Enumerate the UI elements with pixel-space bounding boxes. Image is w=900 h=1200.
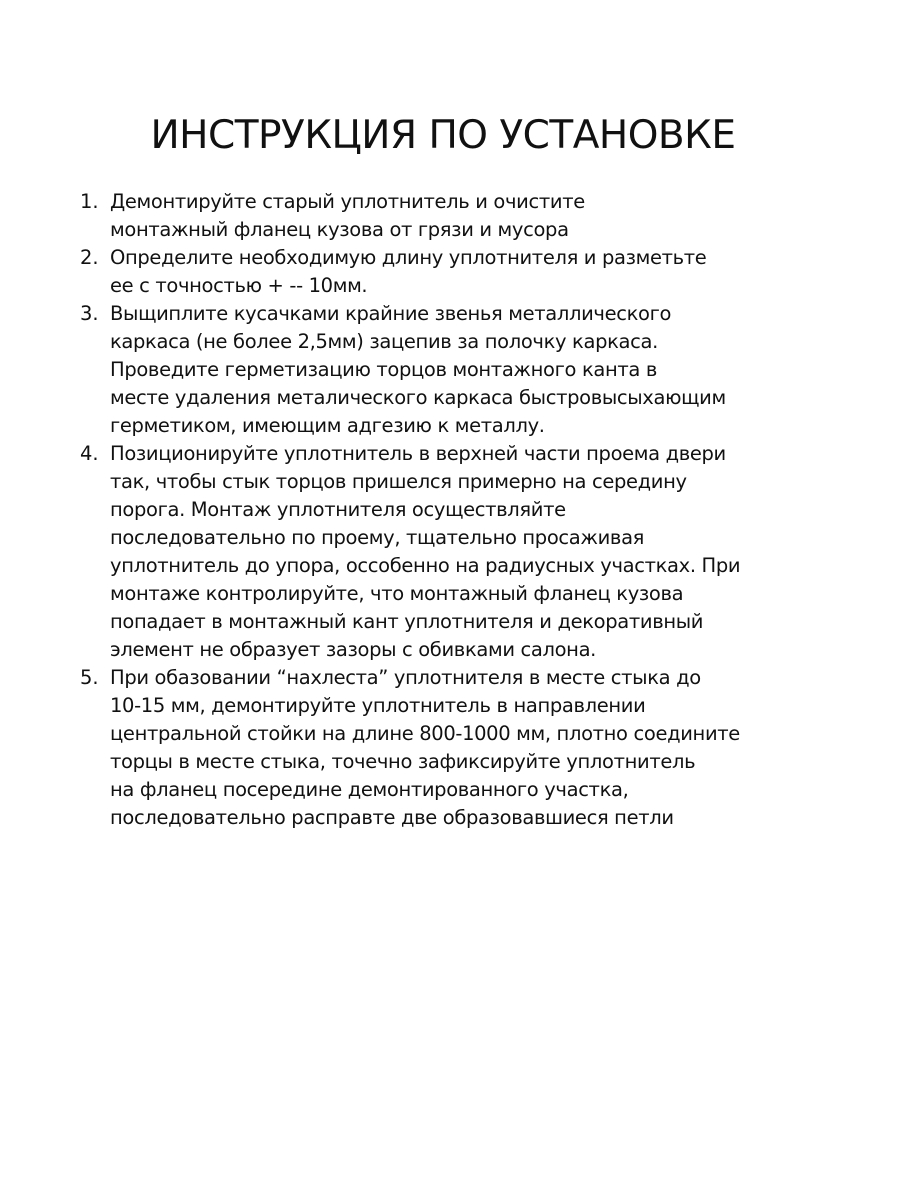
step-text-line: торцы в месте стыка, точечно зафиксируйте уплотнитель [110, 750, 696, 773]
step-text-line: месте удаления металического каркаса быстровысыхающим [110, 386, 726, 409]
step-2 [0, 244, 900, 300]
step-text-line: на фланец посередине демонтированного участка, [110, 778, 629, 801]
step-text-line: уплотнитель до упора, оссобенно на радиусных участках. При [110, 554, 741, 577]
step-4 [0, 440, 900, 664]
step-text-line: Позиционируйте уплотнитель в верхней части проема двери [110, 442, 726, 465]
step-3 [0, 300, 900, 440]
step-5 [0, 664, 900, 832]
step-text-line: Выщиплите кусачками крайние звенья металлического [110, 302, 672, 325]
step-text-line: монтажный фланец кузова от грязи и мусора [110, 218, 569, 241]
step-text-line: последовательно расправте две образовавшиеся петли [110, 806, 674, 829]
step-text [110, 664, 870, 832]
step-number: 1. [80, 190, 99, 213]
step-text [110, 300, 870, 440]
step-text-line: так, чтобы стык торцов пришелся примерно на середину [110, 470, 687, 493]
step-text [110, 244, 870, 300]
step-text-line: 10-15 мм, демонтируйте уплотнитель в направлении [110, 694, 646, 717]
step-text-line: Демонтируйте старый уплотнитель и очистите [110, 190, 585, 213]
step-text-line: элемент не образует зазоры с обивками салона. [110, 638, 597, 661]
step-text-line: последовательно по проему, тщательно просаживая [110, 526, 645, 549]
step-text-line: центральной стойки на длине 800-1000 мм, плотно соедините [110, 722, 740, 745]
step-number: 4. [80, 442, 99, 465]
instruction-steps-list [0, 188, 900, 832]
step-text-line: Определите необходимую длину уплотнителя и разметьте [110, 246, 707, 269]
step-text-line: каркаса (не более 2,5мм) зацепив за полочку каркаса. [110, 330, 658, 353]
step-text-line: ее с точностью + -- 10мм. [110, 274, 368, 297]
step-number: 2. [80, 246, 99, 269]
page-title: ИНСТРУКЦИЯ ПО УСТАНОВКЕ [150, 113, 736, 158]
step-text [110, 188, 870, 244]
step-number: 3. [80, 302, 99, 325]
step-text-line: порога. Монтаж уплотнителя осуществляйте [110, 498, 566, 521]
step-text-line: При обазовании “нахлеста” уплотнителя в месте стыка до [110, 666, 701, 689]
step-text-line: Проведите герметизацию торцов монтажного канта в [110, 358, 657, 381]
step-text [110, 440, 870, 664]
step-text-line: герметиком, имеющим адгезию к металлу. [110, 414, 545, 437]
step-number: 5. [80, 666, 99, 689]
step-text-line: монтаже контролируйте, что монтажный фланец кузова [110, 582, 684, 605]
step-1 [0, 188, 900, 244]
step-text-line: попадает в монтажный кант уплотнителя и декоративный [110, 610, 704, 633]
